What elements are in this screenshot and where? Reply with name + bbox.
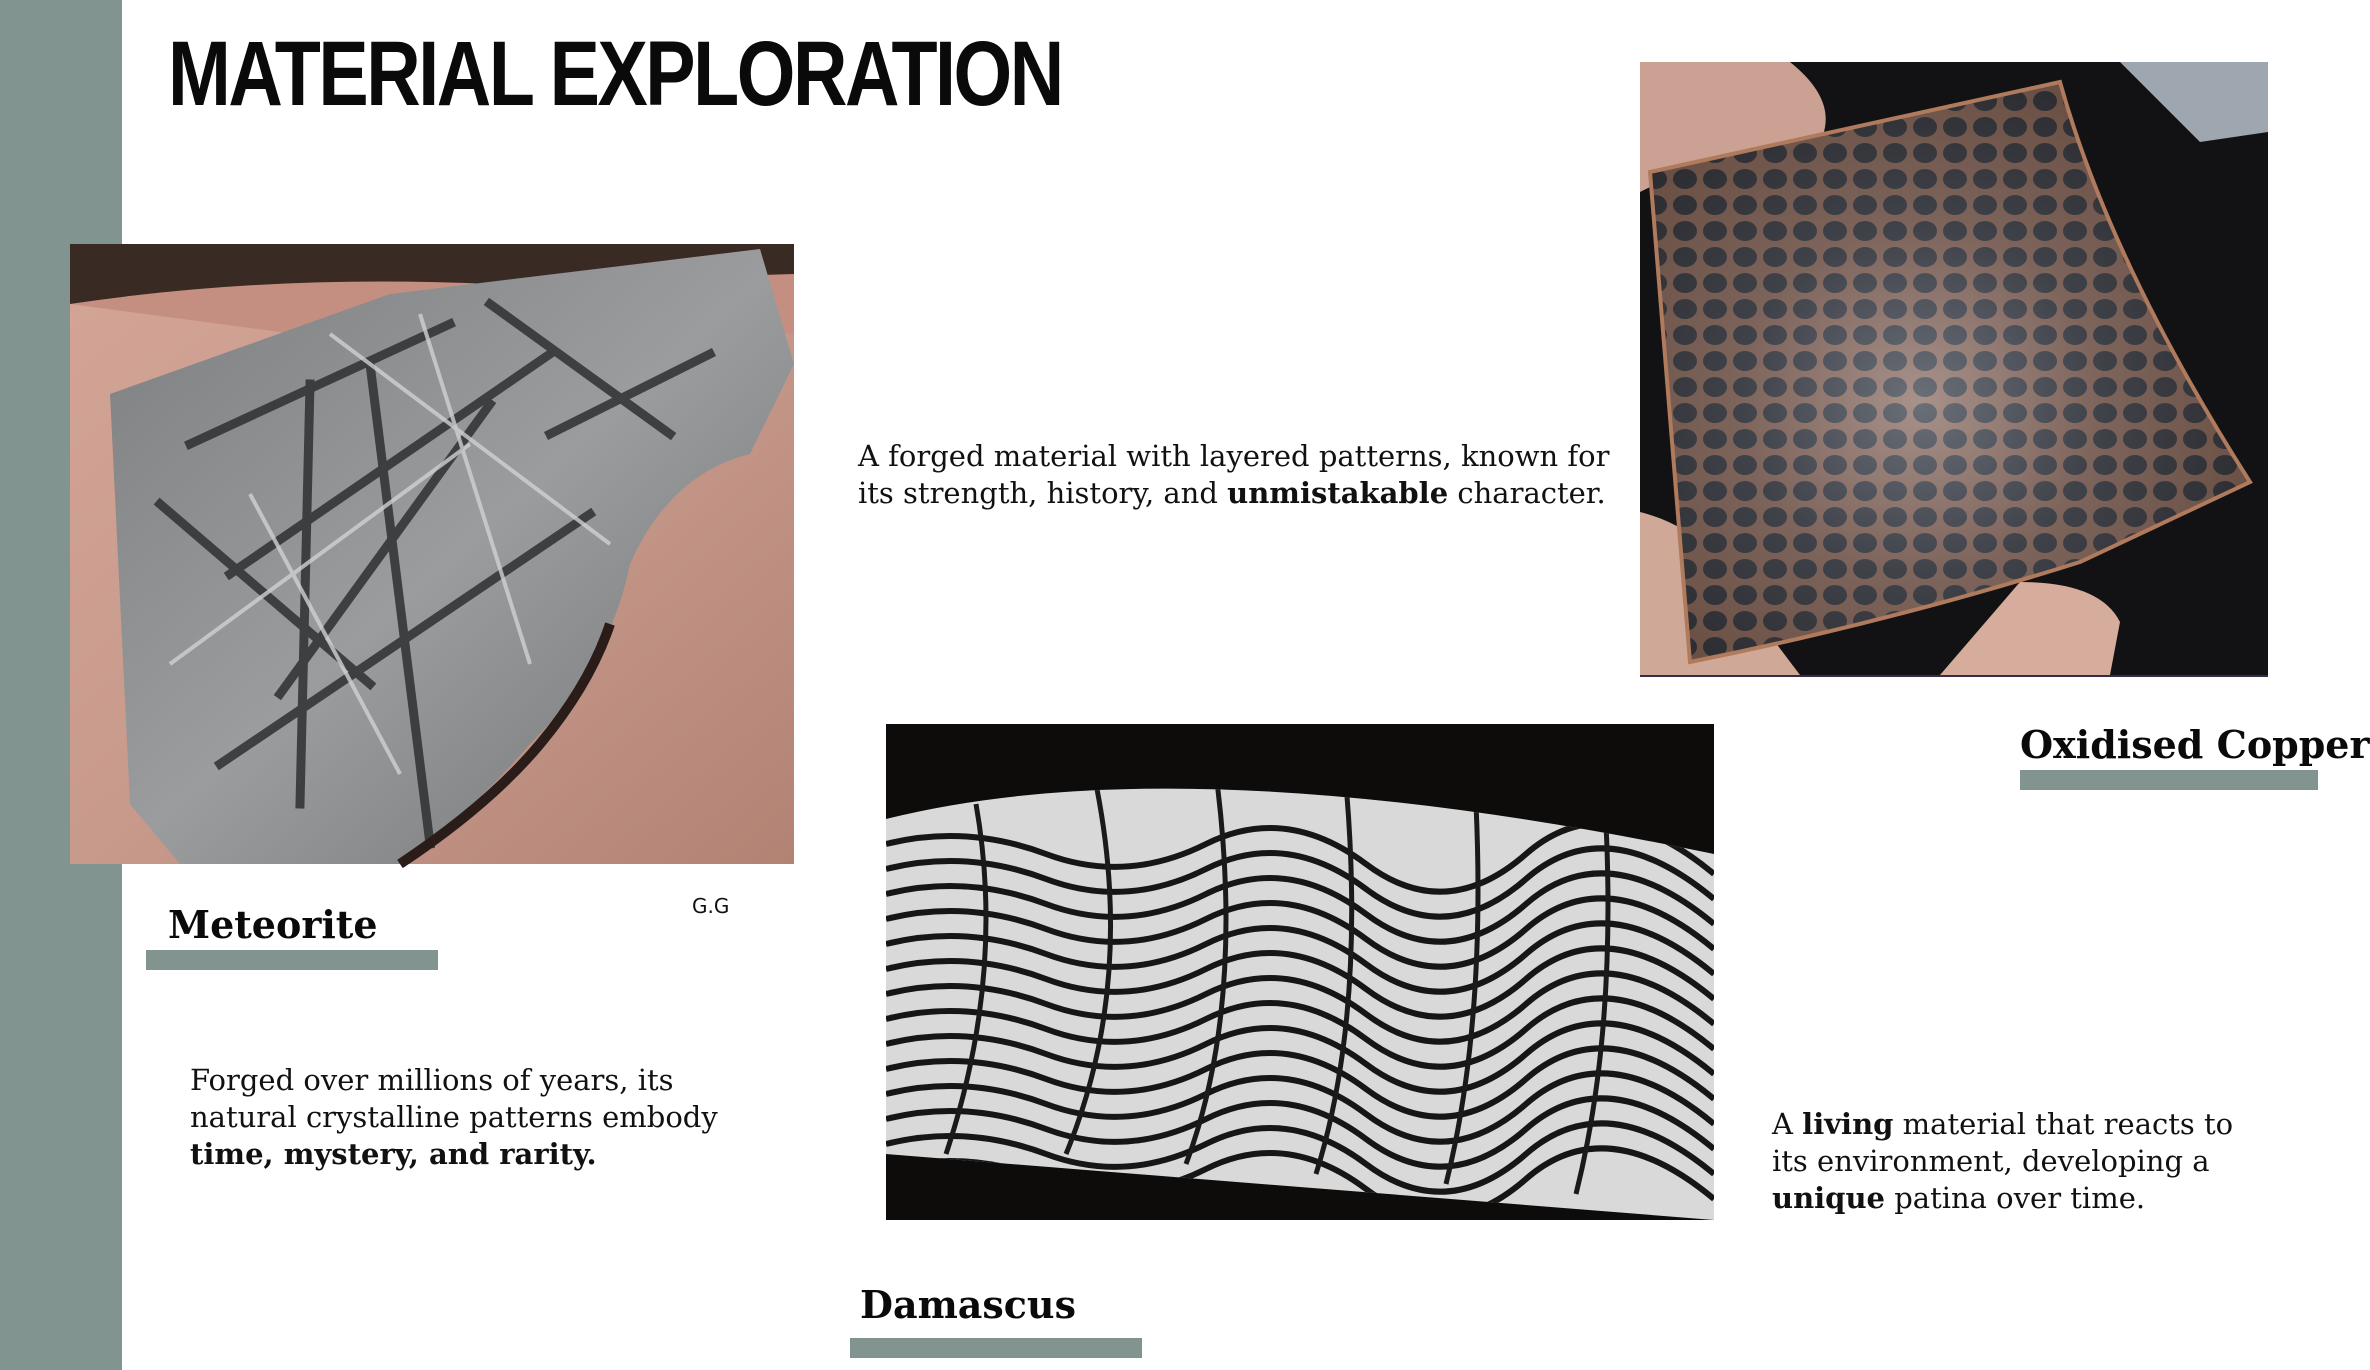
- oxidised-copper-underline: [2020, 770, 2318, 790]
- oxidised-copper-description: A living material that reacts to its environment, developing a unique patina over time.: [1772, 1107, 2234, 1215]
- meteorite-label: Meteorite: [168, 902, 378, 947]
- oxidised-copper-label: Oxidised Copper: [2020, 722, 2370, 767]
- meteorite-underline: [146, 950, 438, 970]
- damascus-label: Damascus: [860, 1282, 1076, 1327]
- oxidised-copper-photo: [1640, 62, 2268, 677]
- damascus-photo: [886, 724, 1714, 1220]
- meteorite-photo: [70, 244, 794, 864]
- credit-initials: G.G: [692, 894, 730, 918]
- page-title: MATERIAL EXPLORATION: [168, 23, 1062, 125]
- damascus-description: A forged material with layered patterns, known for its strength, history, and unmistakable character.: [858, 439, 1610, 510]
- damascus-underline: [850, 1338, 1142, 1358]
- meteorite-description: Forged over millions of years, its natural crystalline patterns embody time, mystery, and rarity.: [190, 1063, 718, 1171]
